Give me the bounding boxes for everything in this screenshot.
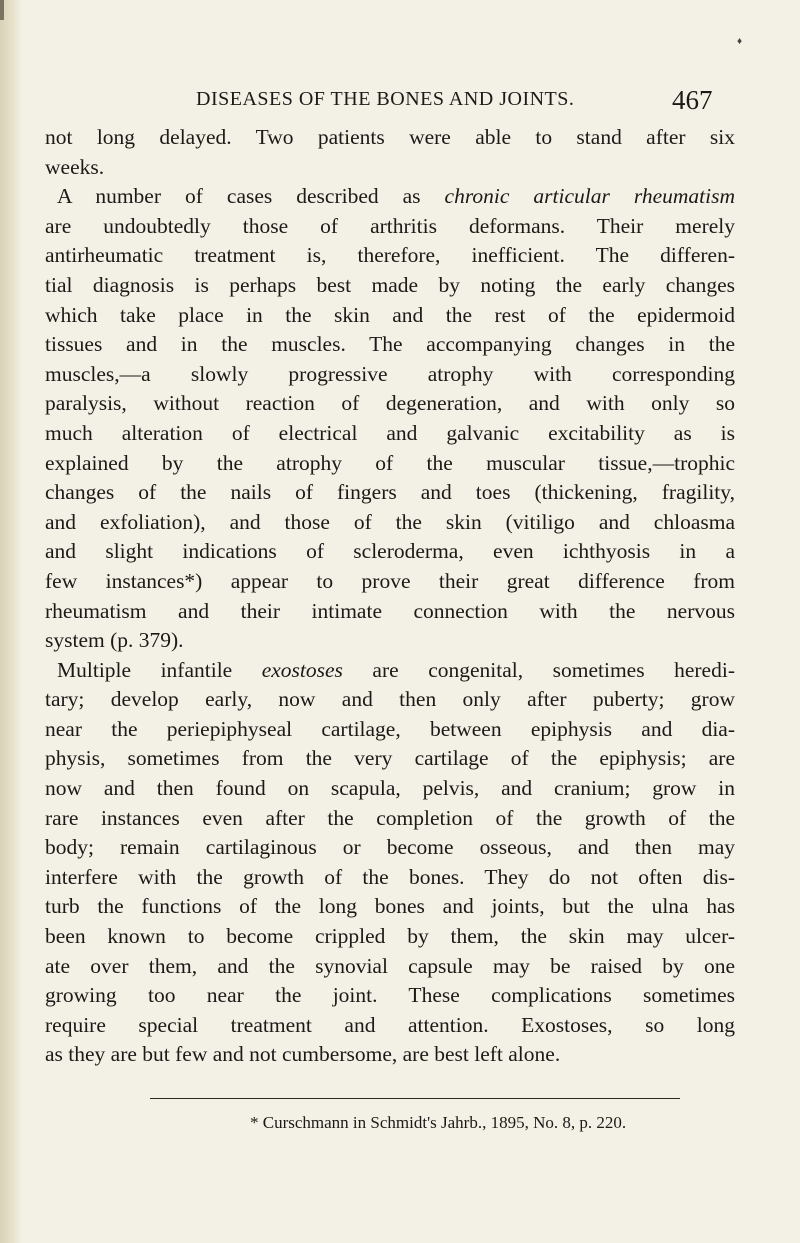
text-line: weeks.	[45, 154, 105, 179]
text-line: which take place in the skin and the rest of the epidermoid	[45, 302, 735, 327]
text-line: physis, sometimes from the very cartilage of the epiphysis; are	[45, 746, 735, 771]
emphasized-term: exostoses	[261, 657, 343, 682]
text-line	[45, 182, 735, 212]
text-line: are undoubtedly those of arthritis deformans. Their merely	[45, 213, 735, 238]
text-line: ate over them, and the synovial capsule may be raised by one	[45, 953, 735, 978]
page-edge-shadow	[0, 0, 22, 1243]
text-line: much alteration of electrical and galvanic excitability as is	[45, 420, 735, 445]
text-line: and slight indications of scleroderma, even ichthyosis in a	[45, 539, 735, 564]
text-line: muscles,—a slowly progressive atrophy with corresponding	[45, 361, 735, 386]
footnote-divider	[150, 1098, 680, 1099]
text-line: near the periepiphyseal cartilage, between epiphysis and dia-	[45, 716, 735, 741]
text-line: require special treatment and attention. Exostoses, so long	[45, 1012, 735, 1037]
text-line: changes of the nails of fingers and toes (thickening, fragility,	[45, 480, 735, 505]
text-line: tissues and in the muscles. The accompanying changes in the	[45, 332, 735, 357]
corner-mark: ♦	[737, 36, 743, 47]
text-line: interfere with the growth of the bones. They do not often dis-	[45, 864, 735, 889]
text-line: paralysis, without reaction of degeneration, and with only so	[45, 391, 735, 416]
text-line: and exfoliation), and those of the skin (vitiligo and chloasma	[45, 509, 735, 534]
text-segment: are congenital, sometimes heredi-	[342, 657, 735, 682]
emphasized-term: chronic articular rheumatism	[444, 184, 735, 209]
text-line: body; remain cartilaginous or become osseous, and then may	[45, 835, 735, 860]
text-line: few instances*) appear to prove their great difference from	[45, 568, 735, 593]
text-line: system (p. 379).	[45, 628, 184, 653]
page-number: 467	[672, 85, 713, 115]
text-line: rheumatism and their intimate connection with the nervous	[45, 598, 735, 623]
text-line: not long delayed. Two patients were able to stand after six	[45, 125, 735, 149]
running-title: DISEASES OF THE BONES AND JOINTS.	[196, 88, 575, 110]
text-line: growing too near the joint. These complications sometimes	[45, 983, 735, 1008]
text-line: tial diagnosis is perhaps best made by noting the early changes	[45, 272, 735, 297]
text-segment: Multiple infantile	[57, 657, 262, 682]
text-line: rare instances even after the completion of the growth of the	[45, 805, 735, 830]
text-segment: A number of cases described as	[57, 184, 445, 209]
text-line: tary; develop early, now and then only after puberty; grow	[45, 687, 735, 712]
text-line: as they are but few and not cumbersome, are best left alone.	[45, 1042, 561, 1067]
text-line	[45, 656, 735, 686]
text-line: turb the functions of the long bones and joints, but the ulna has	[45, 894, 735, 919]
text-line: antirheumatic treatment is, therefore, inefficient. The differen-	[45, 243, 735, 268]
body-text	[45, 123, 735, 1070]
text-line: been known to become crippled by them, the skin may ulcer-	[45, 924, 735, 949]
footnote: * Curschmann in Schmidt's Jahrb., 1895, No. 8, p. 220.	[250, 1113, 627, 1132]
running-header	[0, 85, 800, 118]
text-line: now and then found on scapula, pelvis, and cranium; grow in	[45, 776, 735, 801]
text-line: explained by the atrophy of the muscular tissue,—trophic	[45, 450, 735, 475]
binding-mark	[0, 0, 4, 20]
